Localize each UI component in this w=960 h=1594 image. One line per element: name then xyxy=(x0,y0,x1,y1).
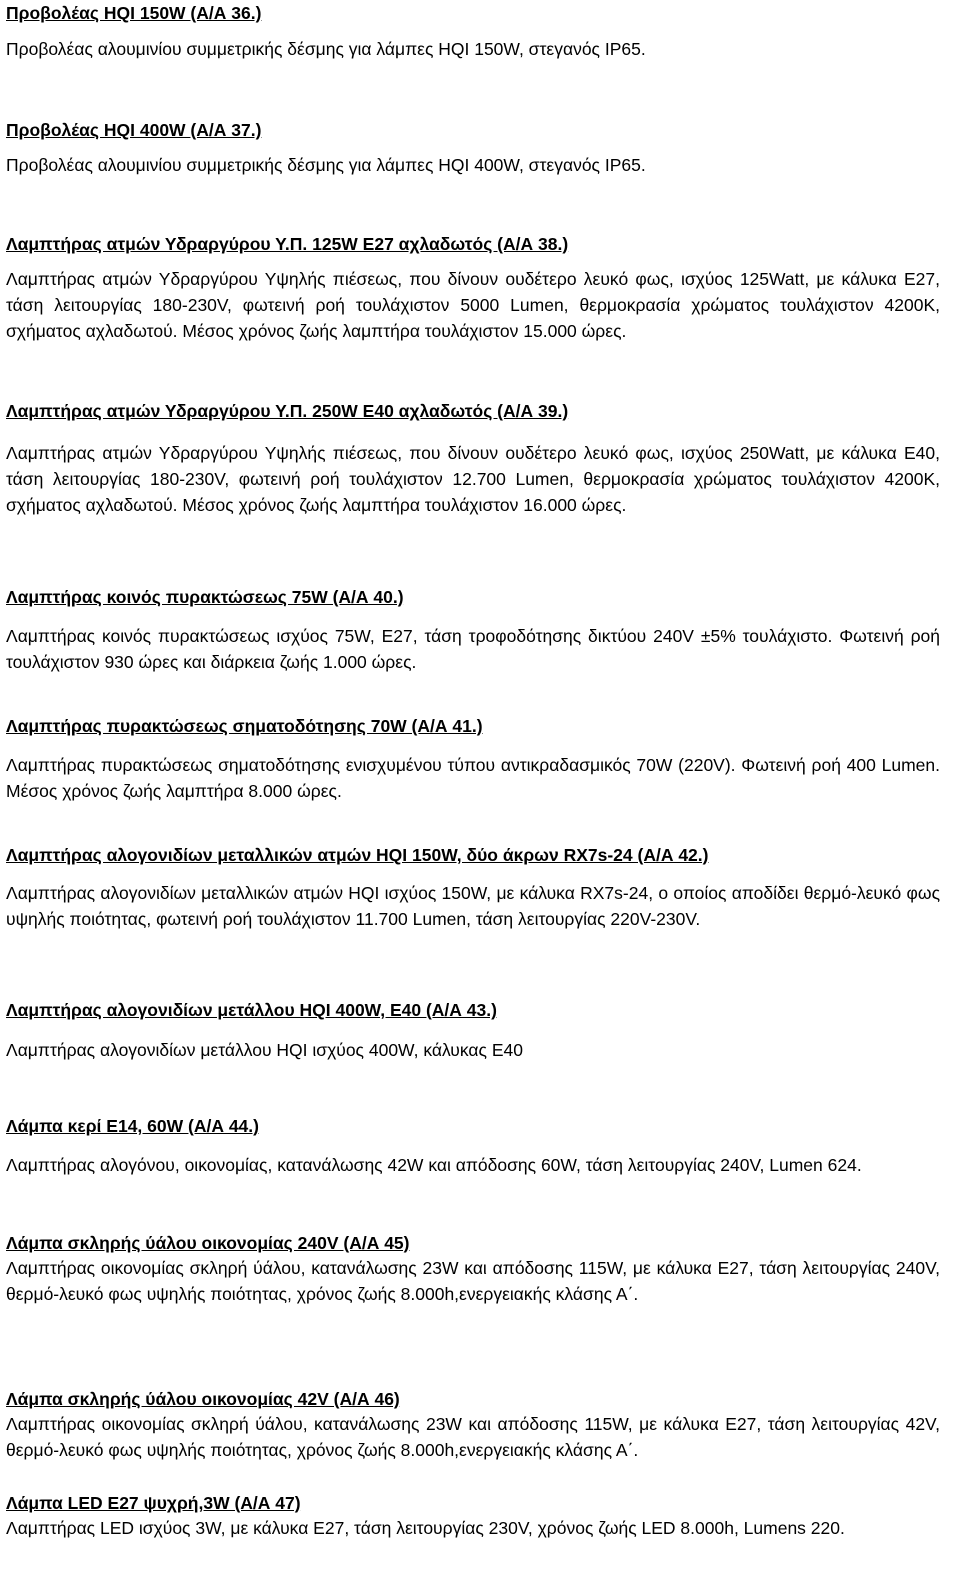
entry-description: Λαμπτήρας κοινός πυρακτώσεως ισχύος 75W, E27, τάση τροφοδότησης δικτύου 240V ±5% τουλάχιστο. Φωτεινή ροή τουλάχιστον 930 ώρες και διάρκεια ζωής 1.000 ώρες. xyxy=(6,626,940,672)
entry-heading: Λάμπα κερί Ε14, 60W (Α/Α 44.) xyxy=(6,1116,259,1136)
entry-description: Λαμπτήρας οικονομίας σκληρή ύάλου, κατανάλωσης 23W και απόδοσης 115W, με κάλυκα Ε27, τάση λειτουργίας 240V, θερμό-λευκό φως υψηλής ποιότητας, χρόνος ζωής 8.000h,ενεργειακής κλάσης Α΄. xyxy=(6,1258,940,1304)
entry-heading: Προβολέας HQI 400W (Α/Α 37.) xyxy=(6,120,262,140)
entry-heading: Λαμπτήρας πυρακτώσεως σηματοδότησης 70W (Α/Α 41.) xyxy=(6,716,483,736)
entry-description: Λαμπτήρας οικονομίας σκληρή ύάλου, κατανάλωσης 23W και απόδοσης 115W, με κάλυκα Ε27, τάση λειτουργίας 42V, θερμό-λευκό φως υψηλής ποιότητας, χρόνος ζωής 8.000h,ενεργειακής κλάσης Α΄. xyxy=(6,1414,940,1460)
entry-heading: Λάμπα LED E27 ψυχρή,3W (Α/Α 47) xyxy=(6,1493,301,1513)
entry-description: Λαμπτήρας LED ισχύος 3W, με κάλυκα Ε27, τάση λειτουργίας 230V, χρόνος ζωής LED 8.000h, Lumens 220. xyxy=(6,1518,845,1538)
entry-description: Προβολέας αλουμινίου συμμετρικής δέσμης για λάμπες HQI 400W, στεγανός IP65. xyxy=(6,155,646,175)
entry-description: Λαμπτήρας πυρακτώσεως σηματοδότησης ενισχυμένου τύπου αντικραδασμικός 70W (220V). Φωτεινή ροή 400 Lumen. Μέσος χρόνος ζωής λαμπτήρα 8.000 ώρες. xyxy=(6,755,940,801)
entry-description: Λαμπτήρας ατμών Υδραργύρου Υψηλής πιέσεως, που δίνουν ουδέτερο λευκό φως, ισχύος 250Watt, με κάλυκα Ε40, τάση λειτουργίας 180-230V, φωτεινή ροή τουλάχιστον 12.700 Lumen, θερμοκρασία χρώματος τουλάχιστον 4200Κ, σχήματος αχλαδωτού. Μέσος χρόνος ζωής λαμπτήρα τουλάχιστον 16.000 ώρες. xyxy=(6,443,940,515)
entry-description: Προβολέας αλουμινίου συμμετρικής δέσμης για λάμπες HQI 150W, στεγανός IP65. xyxy=(6,39,646,59)
entry-heading: Λάμπα σκληρής ύάλου οικονομίας 42V (Α/Α 46) xyxy=(6,1389,400,1409)
entry-heading: Λάμπα σκληρής ύάλου οικονομίας 240V (Α/Α 45) xyxy=(6,1233,410,1253)
entry-heading: Λαμπτήρας κοινός πυρακτώσεως 75W (Α/Α 40.) xyxy=(6,587,404,607)
entry-heading: Προβολέας HQI 150W (Α/Α 36.) xyxy=(6,3,262,23)
entry-heading: Λαμπτήρας ατμών Υδραργύρου Υ.Π. 125W E27 αχλαδωτός (Α/Α 38.) xyxy=(6,234,569,254)
entry-heading: Λαμπτήρας αλογονιδίων μετάλλου HQI 400W, E40 (Α/Α 43.) xyxy=(6,1000,497,1020)
entry-description: Λαμπτήρας αλογόνου, οικονομίας, κατανάλωσης 42W και απόδοσης 60W, τάση λειτουργίας 240V, Lumen 624. xyxy=(6,1155,862,1175)
entry-description: Λαμπτήρας αλογονιδίων μεταλλικών ατμών HQI ισχύος 150W, με κάλυκα RX7s-24, ο οποίος αποδίδει θερμό-λευκό φως υψηλής ποιότητας, φωτεινή ροή τουλάχιστον 11.700 Lumen, τάση λειτουργίας 220V-230V. xyxy=(6,883,940,929)
entry-description: Λαμπτήρας ατμών Υδραργύρου Υψηλής πιέσεως, που δίνουν ουδέτερο λευκό φως, ισχύος 125Watt, με κάλυκα Ε27, τάση λειτουργίας 180-230V, φωτεινή ροή τουλάχιστον 5000 Lumen, θερμοκρασία χρώματος τουλάχιστον 4200Κ, σχήματος αχλαδωτού. Μέσος χρόνος ζωής λαμπτήρα τουλάχιστον 15.000 ώρες. xyxy=(6,269,940,341)
entry-heading: Λαμπτήρας ατμών Υδραργύρου Υ.Π. 250W E40 αχλαδωτός (Α/Α 39.) xyxy=(6,401,569,421)
entry-description: Λαμπτήρας αλογονιδίων μετάλλου HQI ισχύος 400W, κάλυκας Ε40 xyxy=(6,1040,523,1060)
entry-heading: Λαμπτήρας αλογονιδίων μεταλλικών ατμών HQI 150W, δύο άκρων RX7s-24 (Α/Α 42.) xyxy=(6,845,709,865)
